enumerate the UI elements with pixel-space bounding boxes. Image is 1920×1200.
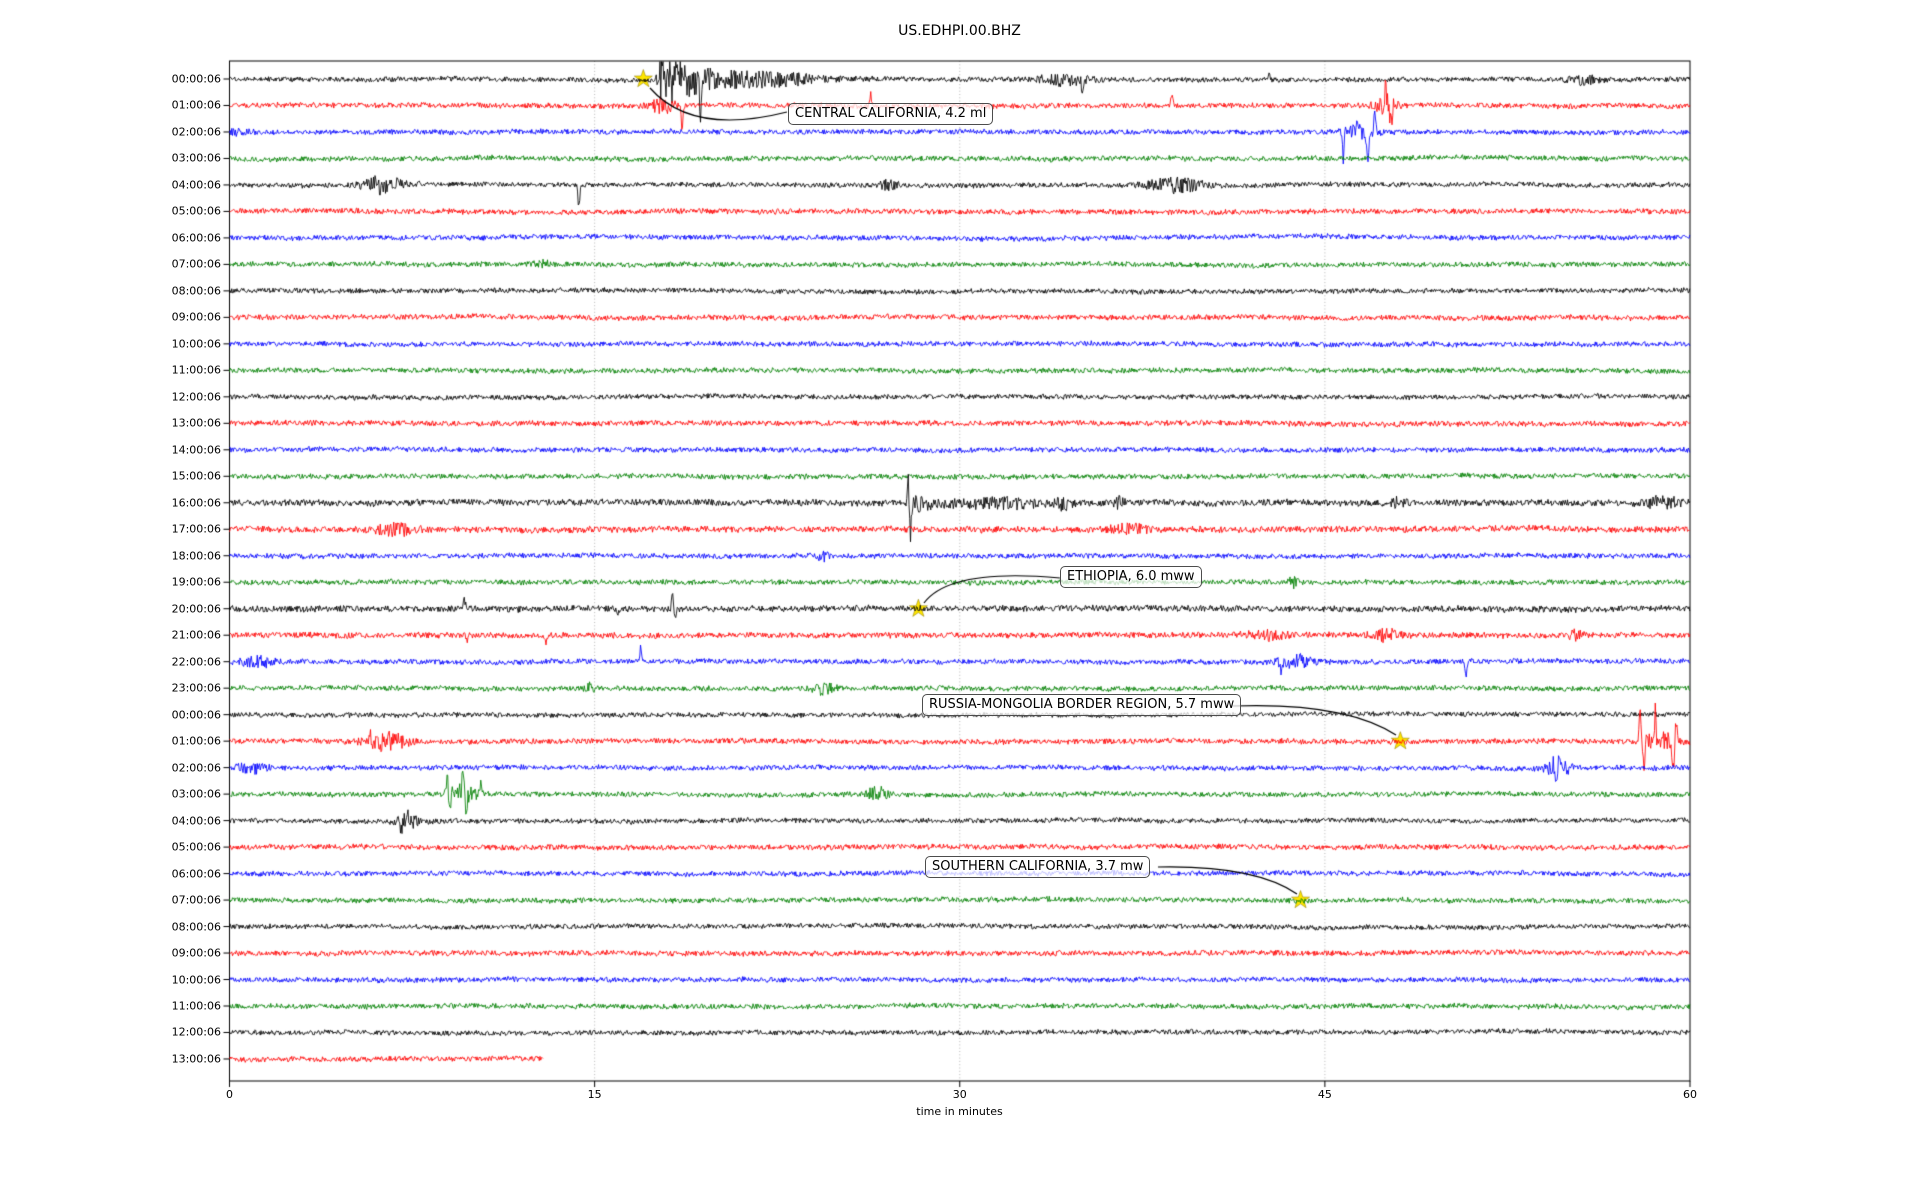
y-tick-label: 05:00:06 [171, 840, 221, 854]
y-tick-label: 14:00:06 [171, 443, 221, 457]
y-tick-label: 03:00:06 [171, 151, 221, 165]
y-tick-label: 15:00:06 [171, 469, 221, 483]
y-tick-label: 06:00:06 [171, 867, 221, 881]
y-tick-label: 10:00:06 [171, 337, 221, 351]
y-tick-label: 01:00:06 [171, 734, 221, 748]
x-tick-label: 60 [1683, 1088, 1697, 1101]
y-tick-label: 10:00:06 [171, 973, 221, 987]
y-tick-label: 00:00:06 [171, 708, 221, 722]
y-tick-label: 21:00:06 [171, 628, 221, 642]
y-tick-label: 09:00:06 [171, 946, 221, 960]
y-tick-label: 00:00:06 [171, 72, 221, 86]
y-tick-label: 13:00:06 [171, 1052, 221, 1066]
chart-title: US.EDHPI.00.BHZ [898, 23, 1021, 39]
y-tick-label: 01:00:06 [171, 98, 221, 112]
y-tick-label: 08:00:06 [171, 920, 221, 934]
y-tick-label: 07:00:06 [171, 893, 221, 907]
y-tick-label: 18:00:06 [171, 549, 221, 563]
y-tick-label: 11:00:06 [171, 999, 221, 1013]
y-tick-label: 04:00:06 [171, 814, 221, 828]
y-tick-label: 22:00:06 [171, 655, 221, 669]
y-tick-label: 07:00:06 [171, 257, 221, 271]
x-axis-label: time in minutes [916, 1105, 1003, 1118]
event-annotation-box: CENTRAL CALIFORNIA, 4.2 ml [788, 103, 993, 125]
x-tick-label: 45 [1317, 1088, 1332, 1101]
event-annotation-box: SOUTHERN CALIFORNIA, 3.7 mw [925, 856, 1150, 878]
x-tick-label: 15 [587, 1088, 602, 1101]
y-tick-label: 12:00:06 [171, 390, 221, 404]
y-tick-label: 02:00:06 [171, 761, 221, 775]
y-tick-label: 16:00:06 [171, 496, 221, 510]
y-tick-label: 17:00:06 [171, 522, 221, 536]
x-tick-label: 0 [226, 1088, 233, 1101]
y-tick-label: 13:00:06 [171, 416, 221, 430]
y-tick-label: 11:00:06 [171, 363, 221, 377]
event-annotation-box: RUSSIA-MONGOLIA BORDER REGION, 5.7 mww [922, 694, 1241, 716]
x-tick-label: 30 [952, 1088, 967, 1101]
y-tick-label: 08:00:06 [171, 284, 221, 298]
y-tick-label: 04:00:06 [171, 178, 221, 192]
y-tick-label: 03:00:06 [171, 787, 221, 801]
y-tick-label: 20:00:06 [171, 602, 221, 616]
y-tick-label: 05:00:06 [171, 204, 221, 218]
y-tick-label: 02:00:06 [171, 125, 221, 139]
y-tick-label: 19:00:06 [171, 575, 221, 589]
y-tick-label: 09:00:06 [171, 310, 221, 324]
y-tick-label: 12:00:06 [171, 1025, 221, 1039]
y-tick-label: 23:00:06 [171, 681, 221, 695]
event-annotation-box: ETHIOPIA, 6.0 mww [1060, 566, 1202, 588]
y-tick-label: 06:00:06 [171, 231, 221, 245]
